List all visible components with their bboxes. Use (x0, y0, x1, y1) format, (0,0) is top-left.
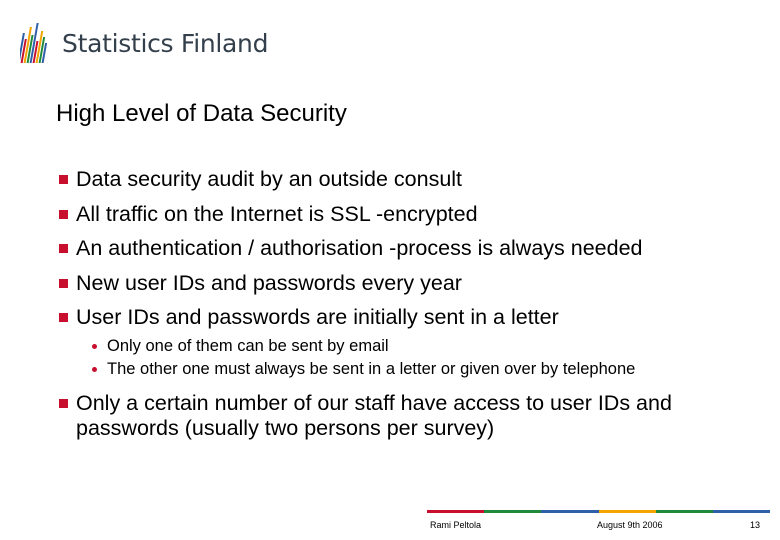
sub-bullet-item (92, 358, 667, 381)
footer-bar-segment (656, 510, 713, 513)
bullet-text: User IDs and passwords are initially sent in a letter (76, 305, 559, 329)
slide-title: High Level of Data Security (56, 100, 347, 127)
footer-color-bar (427, 510, 770, 513)
sub-bullet-text: Only one of them can be sent by email (107, 336, 389, 355)
bullet-text: Data security audit by an outside consult (76, 167, 463, 191)
footer-bar-segment (427, 510, 484, 513)
bullet-item (58, 300, 758, 335)
square-bullet-icon (59, 244, 68, 253)
bullet-list (58, 162, 758, 441)
bullet-text: All traffic on the Internet is SSL -encrypted (76, 201, 478, 226)
dot-bullet-icon (92, 367, 97, 372)
sub-bullet-item (92, 335, 667, 358)
statistics-finland-logo (20, 18, 268, 68)
footer-bar-segment (713, 510, 770, 513)
bullet-text: New user IDs and passwords every year (76, 270, 462, 295)
square-bullet-icon (59, 210, 68, 219)
footer-bar-segment (541, 510, 598, 513)
square-bullet-icon (59, 399, 68, 408)
bullet-item (58, 391, 758, 441)
bullet-item (58, 197, 758, 232)
square-bullet-icon (59, 279, 68, 288)
footer-bar-segment (599, 510, 656, 513)
dot-bullet-icon (92, 344, 97, 349)
footer-date: August 9th 2006 (597, 520, 663, 530)
logo-text: Statistics Finland (62, 28, 269, 58)
footer-bar-segment (484, 510, 541, 513)
sub-bullet-text: The other one must always be sent in a letter or given over by telephone (107, 359, 636, 378)
square-bullet-icon (59, 313, 68, 322)
logo-mark-icon (20, 21, 54, 65)
footer-page-number: 13 (750, 520, 761, 530)
square-bullet-icon (59, 175, 68, 184)
footer-author: Rami Peltola (430, 520, 482, 530)
sub-bullet-list (58, 335, 758, 381)
bullet-text: An authentication / authorisation -process is always needed (76, 236, 643, 260)
bullet-item (58, 266, 758, 301)
bullet-item (58, 162, 758, 197)
bullet-item (58, 231, 758, 266)
bullet-text: Only a certain number of our staff have access to user IDs and passwords (usually two persons per survey) (76, 390, 672, 440)
